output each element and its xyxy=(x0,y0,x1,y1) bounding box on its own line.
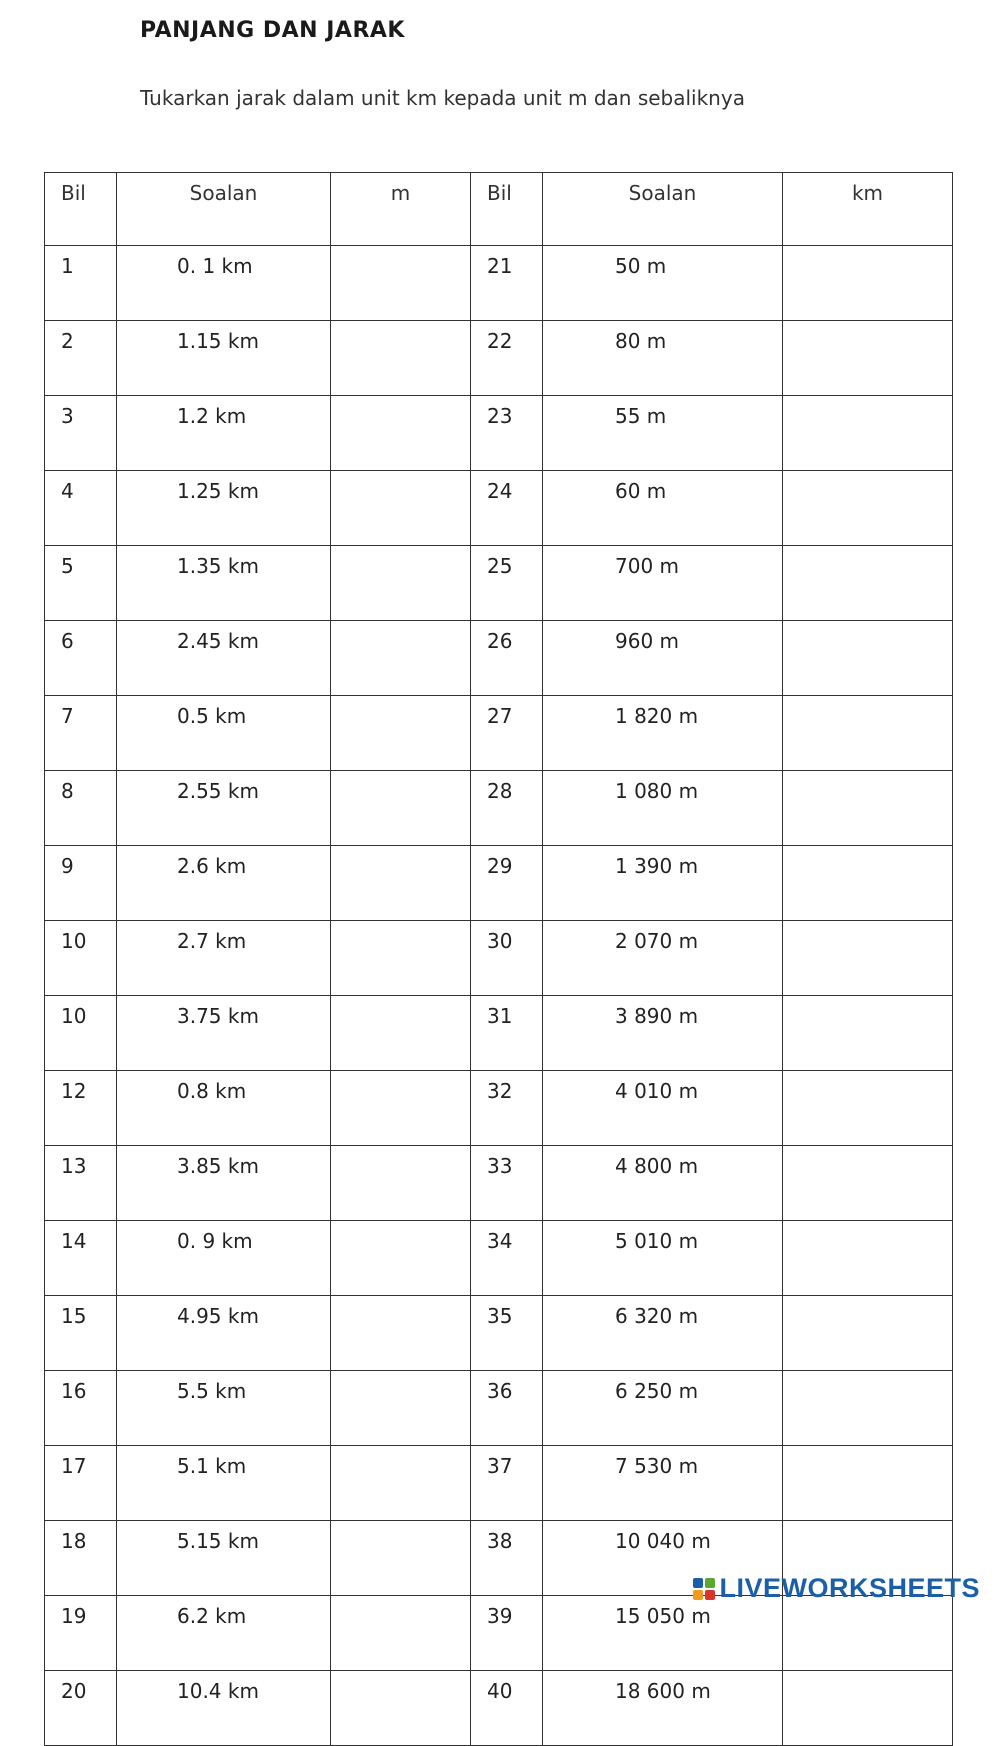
answer-m-field[interactable] xyxy=(331,321,471,396)
question-m-value: 960 m xyxy=(543,621,783,696)
question-number: 29 xyxy=(471,846,543,921)
header-bil-left: Bil xyxy=(45,173,117,246)
answer-km-field[interactable] xyxy=(783,621,953,696)
question-km-value: 6.2 km xyxy=(117,1596,331,1671)
question-km-value: 0. 1 km xyxy=(117,246,331,321)
question-number: 9 xyxy=(45,846,117,921)
answer-km-field[interactable] xyxy=(783,1221,953,1296)
table-row xyxy=(45,1671,953,1746)
table-row xyxy=(45,321,953,396)
header-unit-km: km xyxy=(783,173,953,246)
liveworksheets-brand xyxy=(693,1573,980,1604)
answer-m-field[interactable] xyxy=(331,246,471,321)
question-km-value: 2.45 km xyxy=(117,621,331,696)
answer-m-field[interactable] xyxy=(331,1071,471,1146)
question-number: 3 xyxy=(45,396,117,471)
question-m-value: 1 080 m xyxy=(543,771,783,846)
question-km-value: 5.5 km xyxy=(117,1371,331,1446)
question-number: 39 xyxy=(471,1596,543,1671)
answer-km-field[interactable] xyxy=(783,1371,953,1446)
question-m-value: 2 070 m xyxy=(543,921,783,996)
table-row xyxy=(45,246,953,321)
worksheet-instructions: Tukarkan jarak dalam unit km kepada unit m dan sebaliknya xyxy=(140,86,745,110)
header-soalan-left: Soalan xyxy=(117,173,331,246)
question-km-value: 2.6 km xyxy=(117,846,331,921)
answer-m-field[interactable] xyxy=(331,546,471,621)
question-number: 31 xyxy=(471,996,543,1071)
question-number: 13 xyxy=(45,1146,117,1221)
question-number: 5 xyxy=(45,546,117,621)
answer-km-field[interactable] xyxy=(783,471,953,546)
answer-m-field[interactable] xyxy=(331,1296,471,1371)
question-number: 30 xyxy=(471,921,543,996)
answer-km-field[interactable] xyxy=(783,696,953,771)
header-unit-m: m xyxy=(331,173,471,246)
table-row xyxy=(45,396,953,471)
question-number: 24 xyxy=(471,471,543,546)
question-m-value: 15 050 m xyxy=(543,1596,783,1671)
header-bil-right: Bil xyxy=(471,173,543,246)
answer-m-field[interactable] xyxy=(331,846,471,921)
question-number: 27 xyxy=(471,696,543,771)
question-number: 18 xyxy=(45,1521,117,1596)
question-m-value: 18 600 m xyxy=(543,1671,783,1746)
question-m-value: 1 820 m xyxy=(543,696,783,771)
header-soalan-right: Soalan xyxy=(543,173,783,246)
question-number: 22 xyxy=(471,321,543,396)
answer-m-field[interactable] xyxy=(331,396,471,471)
answer-m-field[interactable] xyxy=(331,696,471,771)
question-number: 19 xyxy=(45,1596,117,1671)
question-km-value: 5.15 km xyxy=(117,1521,331,1596)
question-km-value: 4.95 km xyxy=(117,1296,331,1371)
table-row xyxy=(45,621,953,696)
answer-km-field[interactable] xyxy=(783,1146,953,1221)
answer-km-field[interactable] xyxy=(783,1446,953,1521)
table-row xyxy=(45,921,953,996)
table-row xyxy=(45,1596,953,1671)
question-number: 12 xyxy=(45,1071,117,1146)
question-km-value: 0.5 km xyxy=(117,696,331,771)
table-row xyxy=(45,1371,953,1446)
answer-km-field[interactable] xyxy=(783,921,953,996)
question-number: 35 xyxy=(471,1296,543,1371)
question-km-value: 1.2 km xyxy=(117,396,331,471)
answer-m-field[interactable] xyxy=(331,1671,471,1746)
question-number: 40 xyxy=(471,1671,543,1746)
question-number: 28 xyxy=(471,771,543,846)
question-m-value: 6 250 m xyxy=(543,1371,783,1446)
table-row xyxy=(45,1221,953,1296)
question-number: 21 xyxy=(471,246,543,321)
question-m-value: 700 m xyxy=(543,546,783,621)
question-m-value: 50 m xyxy=(543,246,783,321)
question-number: 10 xyxy=(45,921,117,996)
table-row xyxy=(45,1446,953,1521)
question-m-value: 55 m xyxy=(543,396,783,471)
question-number: 23 xyxy=(471,396,543,471)
question-km-value: 2.7 km xyxy=(117,921,331,996)
answer-m-field[interactable] xyxy=(331,1446,471,1521)
table-row xyxy=(45,546,953,621)
table-row xyxy=(45,1146,953,1221)
answer-m-field[interactable] xyxy=(331,621,471,696)
answer-m-field[interactable] xyxy=(331,996,471,1071)
question-m-value: 6 320 m xyxy=(543,1296,783,1371)
question-km-value: 3.85 km xyxy=(117,1146,331,1221)
question-number: 16 xyxy=(45,1371,117,1446)
question-number: 1 xyxy=(45,246,117,321)
question-number: 34 xyxy=(471,1221,543,1296)
table-row xyxy=(45,1071,953,1146)
answer-m-field[interactable] xyxy=(331,1146,471,1221)
answer-km-field[interactable] xyxy=(783,996,953,1071)
table-row xyxy=(45,996,953,1071)
answer-m-field[interactable] xyxy=(331,771,471,846)
question-km-value: 1.15 km xyxy=(117,321,331,396)
table-row xyxy=(45,771,953,846)
question-number: 17 xyxy=(45,1446,117,1521)
answer-km-field[interactable] xyxy=(783,396,953,471)
question-number: 36 xyxy=(471,1371,543,1446)
table-row xyxy=(45,471,953,546)
question-m-value: 7 530 m xyxy=(543,1446,783,1521)
question-m-value: 10 040 m xyxy=(543,1521,783,1596)
answer-m-field[interactable] xyxy=(331,471,471,546)
table-row xyxy=(45,696,953,771)
question-number: 20 xyxy=(45,1671,117,1746)
answer-km-field[interactable] xyxy=(783,1596,953,1671)
answer-km-field[interactable] xyxy=(783,1071,953,1146)
question-number: 15 xyxy=(45,1296,117,1371)
question-number: 38 xyxy=(471,1521,543,1596)
liveworksheets-logo-icon xyxy=(693,1578,715,1600)
question-m-value: 5 010 m xyxy=(543,1221,783,1296)
question-number: 14 xyxy=(45,1221,117,1296)
answer-km-field[interactable] xyxy=(783,771,953,846)
question-km-value: 3.75 km xyxy=(117,996,331,1071)
question-number: 32 xyxy=(471,1071,543,1146)
answer-m-field[interactable] xyxy=(331,1221,471,1296)
question-m-value: 3 890 m xyxy=(543,996,783,1071)
question-number: 37 xyxy=(471,1446,543,1521)
worksheet-title: PANJANG DAN JARAK xyxy=(140,18,405,43)
question-m-value: 80 m xyxy=(543,321,783,396)
question-number: 4 xyxy=(45,471,117,546)
answer-km-field[interactable] xyxy=(783,1296,953,1371)
question-m-value: 1 390 m xyxy=(543,846,783,921)
answer-m-field[interactable] xyxy=(331,921,471,996)
question-m-value: 4 010 m xyxy=(543,1071,783,1146)
question-number: 33 xyxy=(471,1146,543,1221)
question-km-value: 0.8 km xyxy=(117,1071,331,1146)
question-number: 8 xyxy=(45,771,117,846)
question-km-value: 0. 9 km xyxy=(117,1221,331,1296)
answer-km-field[interactable] xyxy=(783,846,953,921)
answer-m-field[interactable] xyxy=(331,1371,471,1446)
question-km-value: 10.4 km xyxy=(117,1671,331,1746)
question-km-value: 5.1 km xyxy=(117,1446,331,1521)
answer-m-field[interactable] xyxy=(331,1596,471,1671)
question-km-value: 2.55 km xyxy=(117,771,331,846)
question-m-value: 60 m xyxy=(543,471,783,546)
question-number: 10 xyxy=(45,996,117,1071)
question-m-value: 4 800 m xyxy=(543,1146,783,1221)
question-km-value: 1.35 km xyxy=(117,546,331,621)
table-header-row xyxy=(45,173,953,246)
answer-m-field[interactable] xyxy=(331,1521,471,1596)
question-number: 6 xyxy=(45,621,117,696)
brand-name: LIVEWORKSHEETS xyxy=(719,1573,980,1603)
table-row xyxy=(45,1296,953,1371)
answer-km-field[interactable] xyxy=(783,1671,953,1746)
question-number: 26 xyxy=(471,621,543,696)
question-km-value: 1.25 km xyxy=(117,471,331,546)
question-number: 2 xyxy=(45,321,117,396)
answer-km-field[interactable] xyxy=(783,246,953,321)
answer-km-field[interactable] xyxy=(783,321,953,396)
question-number: 7 xyxy=(45,696,117,771)
table-row xyxy=(45,846,953,921)
question-number: 25 xyxy=(471,546,543,621)
conversion-table xyxy=(44,172,953,1746)
answer-km-field[interactable] xyxy=(783,546,953,621)
